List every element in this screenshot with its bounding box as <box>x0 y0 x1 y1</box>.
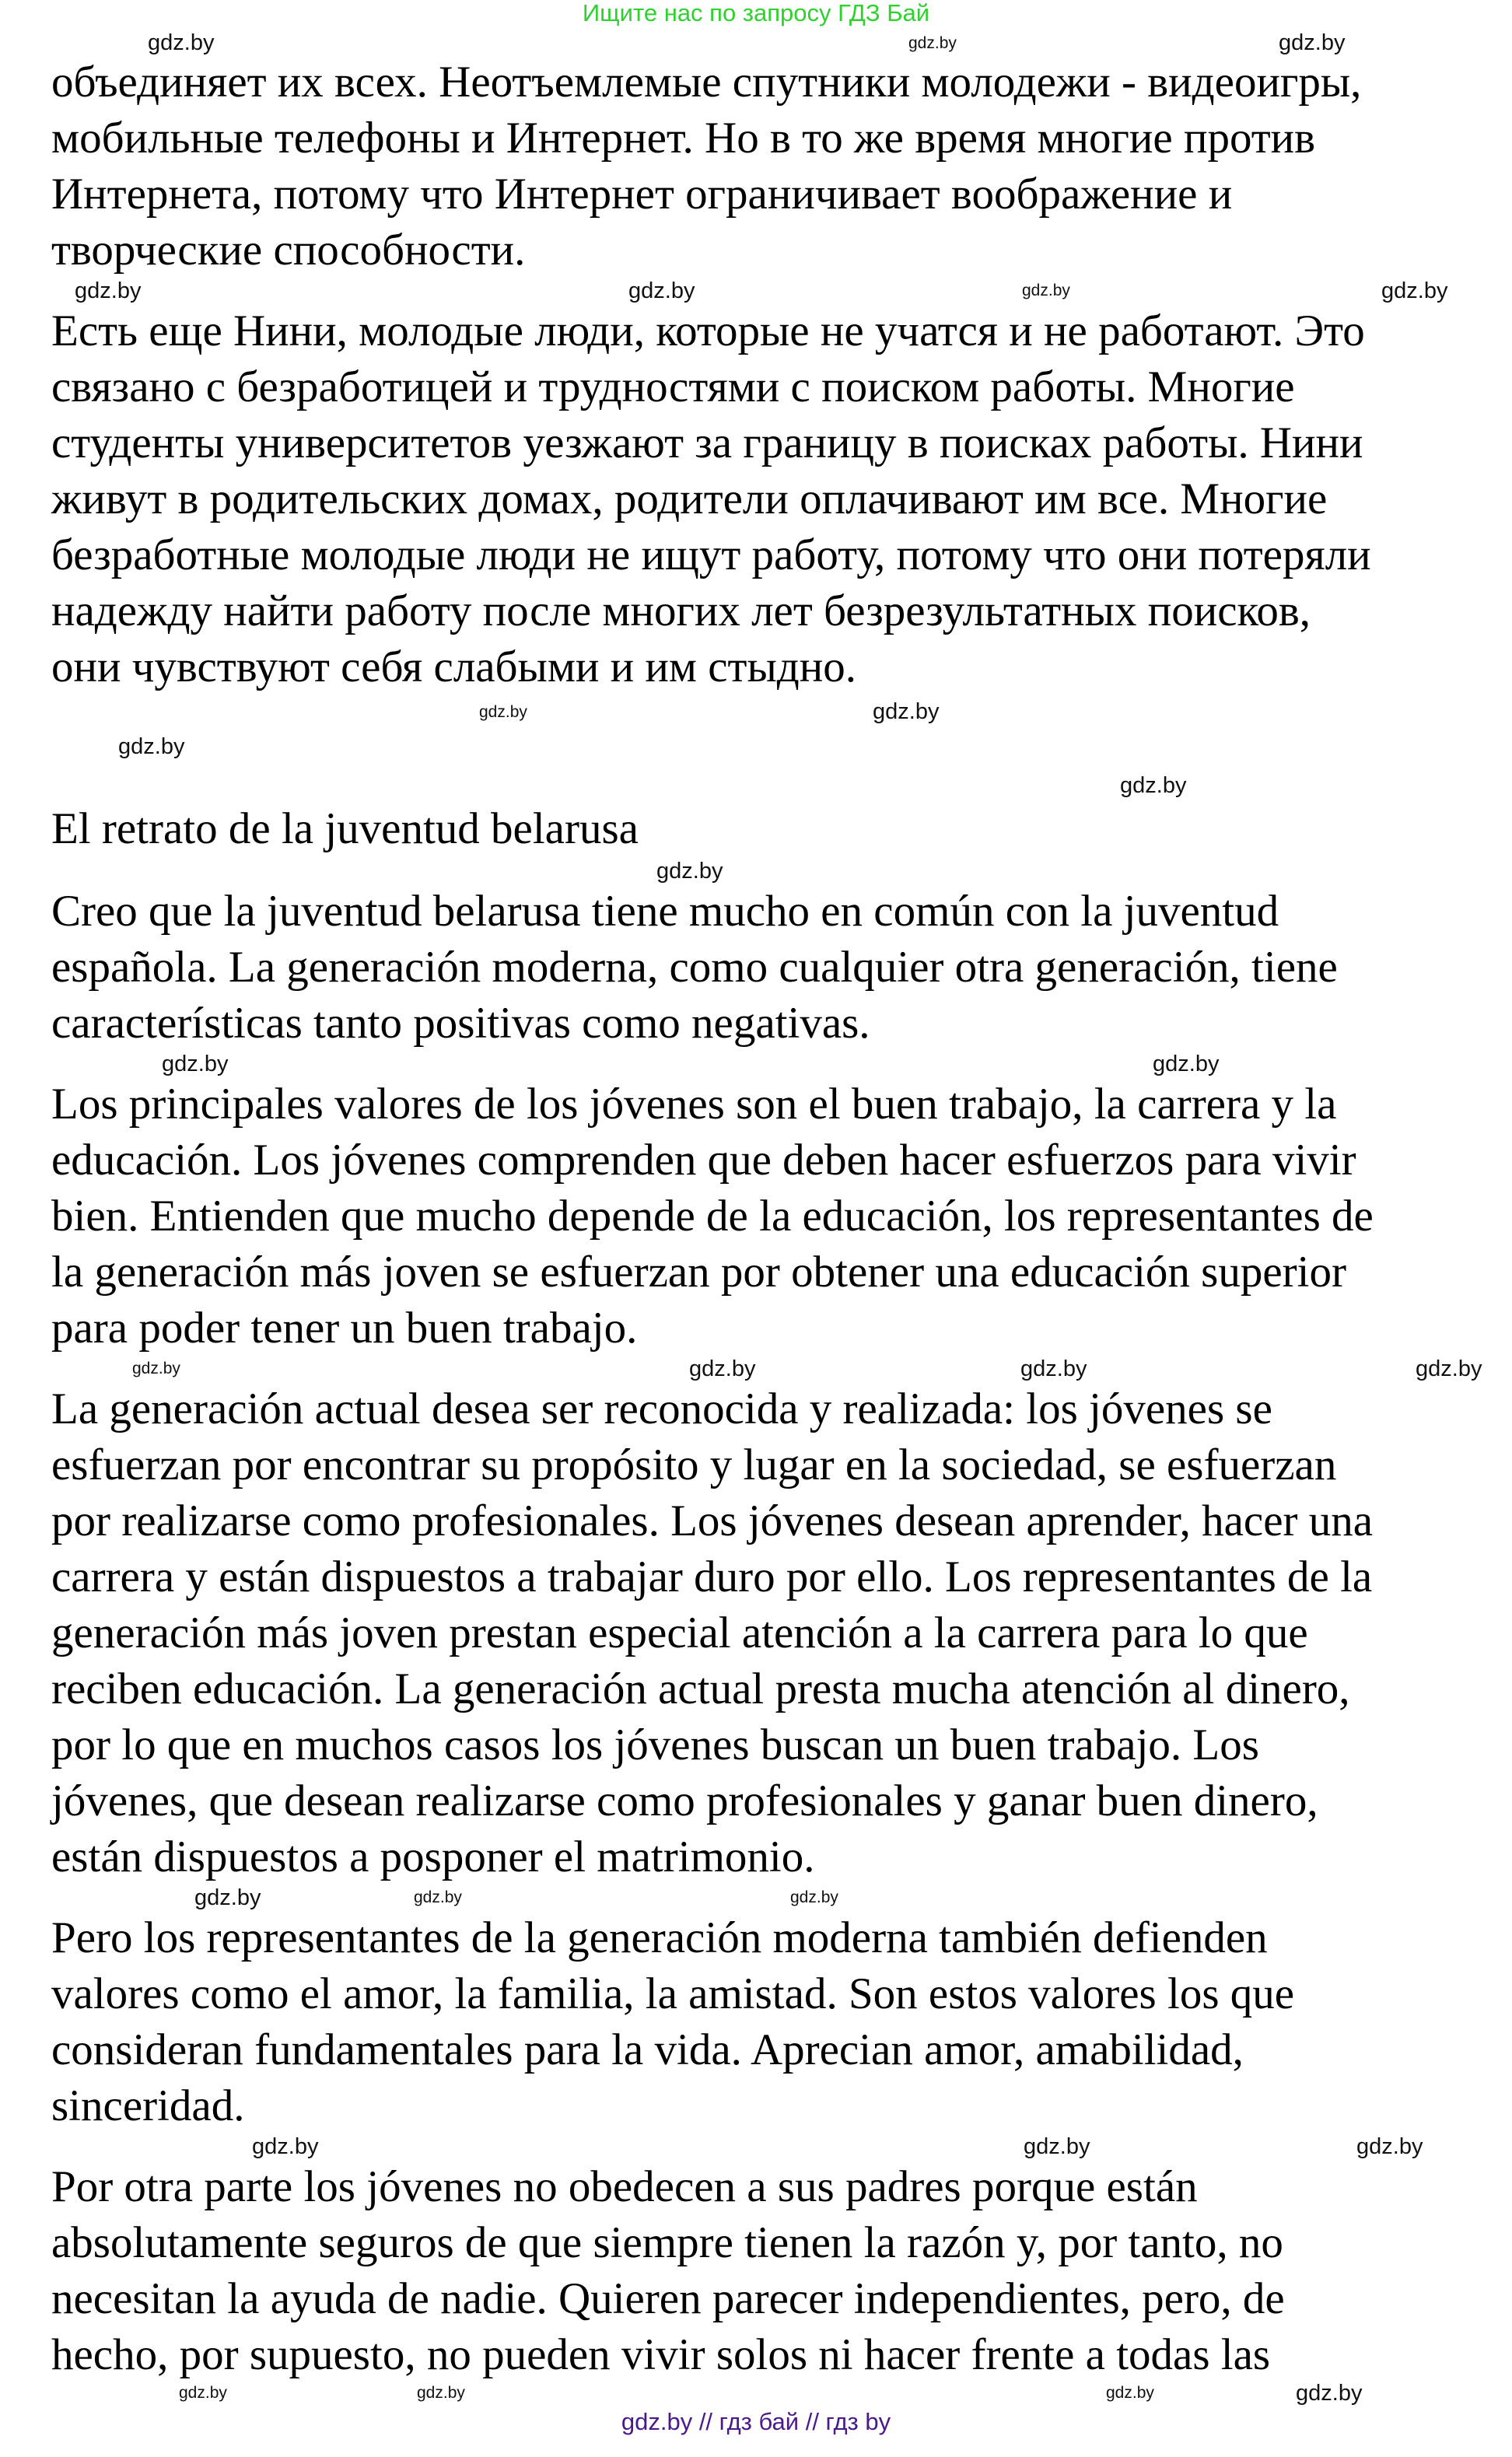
text-line: educación. Los jóvenes comprenden que deben hacer esfuerzos para vivir <box>51 1136 1356 1185</box>
text-line: por lo que en muchos casos los jóvenes buscan un buen trabajo. Los <box>51 1720 1259 1769</box>
text-line: española. La generación moderna, como cualquier otra generación, tiene <box>51 943 1338 992</box>
watermark: gdz.by <box>1416 1356 1482 1381</box>
text-line: мобильные телефоны и Интернет. Но в то же время многие против <box>51 114 1316 163</box>
text-line: Los principales valores de los jóvenes son el buen trabajo, la carrera y la <box>51 1080 1337 1129</box>
watermark: gdz.by <box>1279 30 1346 55</box>
watermark: gdz.by <box>118 734 185 759</box>
text-line: надежду найти работу после многих лет безрезультатных поисков, <box>51 586 1311 635</box>
text-line: jóvenes, que desean realizarse como profesionales y ganar buen dinero, <box>51 1776 1318 1825</box>
watermark: gdz.by <box>132 1360 180 1377</box>
watermark: gdz.by <box>414 1888 462 1906</box>
watermark: gdz.by <box>1106 2384 1154 2402</box>
text-line: absolutamente seguros de que siempre tienen la razón y, por tanto, no <box>51 2218 1283 2267</box>
text-line: necesitan la ayuda de nadie. Quieren parecer independientes, pero, de <box>51 2274 1285 2323</box>
watermark: gdz.by <box>148 30 215 55</box>
text-line: безработные молодые люди не ищут работу, потому что они потеряли <box>51 530 1371 579</box>
watermark: gdz.by <box>908 34 957 52</box>
search-hint-banner: Ищите нас по запросу ГДЗ Бай <box>582 0 930 26</box>
text-line: Por otra parte los jóvenes no obedecen a sus padres porque están <box>51 2162 1198 2211</box>
watermark: gdz.by <box>479 703 527 721</box>
text-line: связано с безработицей и трудностями с поиском работы. Многие <box>51 362 1295 411</box>
text-line: sinceridad. <box>51 2081 245 2130</box>
watermark: gdz.by <box>1381 278 1448 303</box>
watermark: gdz.by <box>252 2134 319 2159</box>
text-line: Creo que la juventud belarusa tiene mucho en común con la juventud <box>51 887 1279 936</box>
text-line: La generación actual desea ser reconocida y realizada: los jóvenes se <box>51 1384 1272 1433</box>
watermark: gdz.by <box>1024 2134 1090 2159</box>
text-line: la generación más joven se esfuerzan por obtener una educación superior <box>51 1248 1346 1297</box>
text-line: Интернета, потому что Интернет ограничивает воображение и <box>51 170 1233 219</box>
watermark: gdz.by <box>873 699 940 724</box>
text-line: живут в родительских домах, родители оплачивают им все. Многие <box>51 474 1328 523</box>
watermark: gdz.by <box>1022 282 1070 299</box>
watermark: gdz.by <box>1120 773 1187 798</box>
text-line: творческие способности. <box>51 226 526 275</box>
text-line: están dispuestos a posponer el matrimonio. <box>51 1832 815 1881</box>
text-line: Pero los representantes de la generación moderna también defienden <box>51 1913 1268 1962</box>
text-line: carrera y están dispuestos a trabajar duro por ello. Los representantes de la <box>51 1552 1373 1601</box>
watermark: gdz.by <box>1153 1052 1220 1076</box>
text-line: esfuerzan por encontrar su propósito y lugar en la sociedad, se esfuerzan <box>51 1440 1337 1489</box>
section-heading: El retrato de la juventud belarusa <box>51 804 639 853</box>
watermark: gdz.by <box>790 1888 838 1906</box>
text-line: hecho, por supuesto, no pueden vivir solos ni hacer frente a todas las <box>51 2330 1271 2379</box>
watermark: gdz.by <box>417 2384 465 2402</box>
text-line: valores como el amor, la familia, la amistad. Son estos valores los que <box>51 1969 1295 2018</box>
watermark: gdz.by <box>656 859 723 884</box>
text-line: студенты университетов уезжают за границу в поисках работы. Нини <box>51 418 1363 467</box>
text-line: consideran fundamentales para la vida. Aprecian amor, amabilidad, <box>51 2025 1244 2074</box>
watermark: gdz.by <box>1296 2381 1363 2406</box>
watermark: gdz.by <box>162 1052 229 1076</box>
text-line: generación más joven prestan especial atención a la carrera para lo que <box>51 1608 1308 1657</box>
watermark: gdz.by <box>194 1885 261 1910</box>
text-line: para poder tener un buen trabajo. <box>51 1304 638 1353</box>
watermark: gdz.by <box>1356 2134 1423 2159</box>
text-line: Есть еще Нини, молодые люди, которые не учатся и не работают. Это <box>51 306 1365 355</box>
watermark: gdz.by <box>628 278 695 303</box>
text-line: reciben educación. La generación actual presta mucha atención al dinero, <box>51 1664 1350 1713</box>
footer-links: gdz.by // гдз бай // гдз by <box>621 2408 891 2435</box>
watermark: gdz.by <box>75 278 142 303</box>
text-line: объединяет их всех. Неотъемлемые спутники молодежи - видеоигры, <box>51 58 1362 107</box>
text-line: características tanto positivas como negativas. <box>51 999 870 1048</box>
watermark: gdz.by <box>1020 1356 1087 1381</box>
watermark: gdz.by <box>689 1356 756 1381</box>
text-line: они чувствуют себя слабыми и им стыдно. <box>51 642 857 691</box>
watermark: gdz.by <box>179 2384 227 2402</box>
text-line: por realizarse como profesionales. Los jóvenes desean aprender, hacer una <box>51 1496 1374 1545</box>
text-line: bien. Entienden que mucho depende de la educación, los representantes de <box>51 1192 1374 1241</box>
